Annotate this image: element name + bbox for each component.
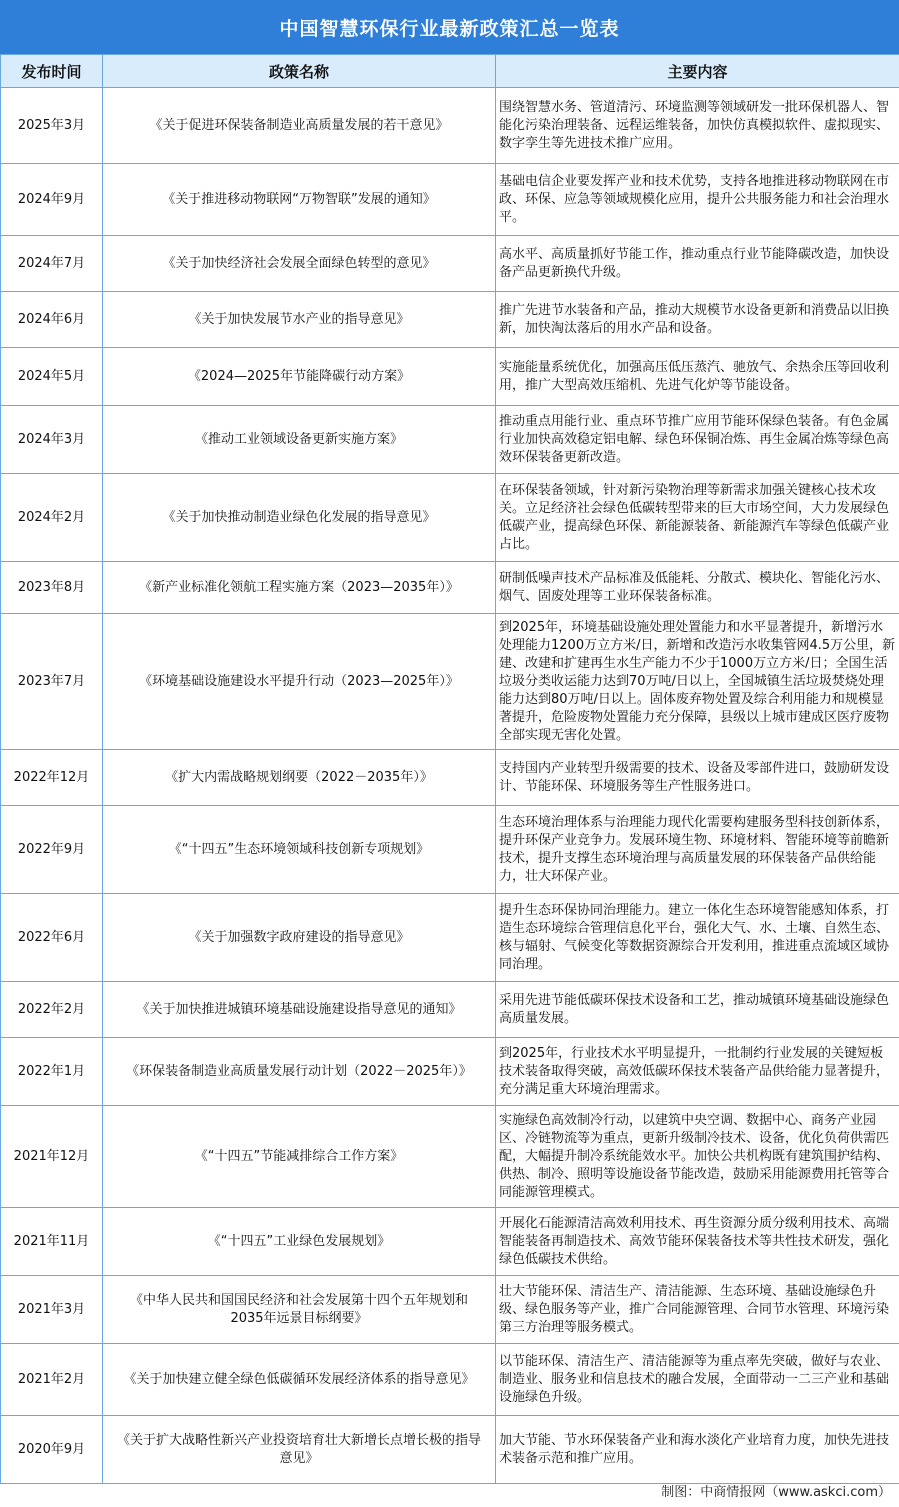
cell-policy-name: 《关于加强数字政府建设的指导意见》 bbox=[103, 894, 496, 982]
cell-policy-name: 《关于扩大战略性新兴产业投资培育壮大新增长点增长极的指导意见》 bbox=[103, 1416, 496, 1484]
cell-date: 2022年2月 bbox=[1, 982, 103, 1038]
cell-date: 2025年3月 bbox=[1, 88, 103, 164]
table-title bbox=[0, 0, 899, 54]
cell-content: 研制低噪声技术产品标准及低能耗、分散式、模块化、智能化污水、烟气、固废处理等工业环保装备标准。 bbox=[496, 562, 899, 614]
table-row bbox=[1, 164, 899, 236]
cell-content: 在环保装备领域，针对新污染物治理等新需求加强关键核心技术攻关。立足经济社会绿色低碳转型带来的巨大市场空间，大力发展绿色低碳产业，提高绿色环保、新能源装备、新能源汽车等绿色低碳产业占比。 bbox=[496, 474, 899, 562]
cell-policy-name: 《关于促进环保装备制造业高质量发展的若干意见》 bbox=[103, 88, 496, 164]
cell-date: 2024年5月 bbox=[1, 348, 103, 406]
cell-content: 采用先进节能低碳环保技术设备和工艺，推动城镇环境基础设施绿色高质量发展。 bbox=[496, 982, 899, 1038]
cell-policy-name: 《“十四五”工业绿色发展规划》 bbox=[103, 1208, 496, 1276]
cell-policy-name: 《推动工业领域设备更新实施方案》 bbox=[103, 406, 496, 474]
table-row bbox=[1, 614, 899, 750]
cell-content: 提升生态环保协同治理能力。建立一体化生态环境智能感知体系，打造生态环境综合管理信息化平台，强化大气、水、土壤、自然生态、核与辐射、气候变化等数据资源综合开发利用，推进重点流域区域协同治理。 bbox=[496, 894, 899, 982]
cell-policy-name: 《新产业标准化领航工程实施方案（2023—2035年）》 bbox=[103, 562, 496, 614]
cell-date: 2024年9月 bbox=[1, 164, 103, 236]
cell-policy-name: 《扩大内需战略规划纲要（2022－2035年）》 bbox=[103, 750, 496, 806]
cell-content: 基础电信企业要发挥产业和技术优势，支持各地推进移动物联网在市政、环保、应急等领域规模化应用，提升公共服务能力和社会治理水平。 bbox=[496, 164, 899, 236]
table-row bbox=[1, 1208, 899, 1276]
table-row bbox=[1, 236, 899, 292]
table-row bbox=[1, 562, 899, 614]
cell-policy-name: 《关于加快推动制造业绿色化发展的指导意见》 bbox=[103, 474, 496, 562]
cell-content: 高水平、高质量抓好节能工作，推动重点行业节能降碳改造，加快设备产品更新换代升级。 bbox=[496, 236, 899, 292]
cell-content: 以节能环保、清洁生产、清洁能源等为重点率先突破，做好与农业、制造业、服务业和信息技术的融合发展，全面带动一二三产业和基础设施绿色升级。 bbox=[496, 1344, 899, 1416]
cell-policy-name: 《“十四五”生态环境领域科技创新专项规划》 bbox=[103, 806, 496, 894]
table-row bbox=[1, 88, 899, 164]
cell-date: 2021年11月 bbox=[1, 1208, 103, 1276]
cell-date: 2023年7月 bbox=[1, 614, 103, 750]
header-name: 政策名称 bbox=[103, 55, 496, 88]
cell-content: 实施绿色高效制冷行动，以建筑中央空调、数据中心、商务产业园区、冷链物流等为重点，更新升级制冷技术、设备，优化负荷供需匹配，大幅提升制冷系统能效水平。加快公共机构既有建筑围护结构、供热、制冷、照明等设施设备节能改造，鼓励采用能源费用托管等合同能源管理模式。 bbox=[496, 1106, 899, 1208]
cell-policy-name: 《关于加快经济社会发展全面绿色转型的意见》 bbox=[103, 236, 496, 292]
cell-content: 实施能量系统优化，加强高压低压蒸汽、驰放气、余热余压等回收利用，推广大型高效压缩机、先进气化炉等节能设备。 bbox=[496, 348, 899, 406]
cell-content: 推动重点用能行业、重点环节推广应用节能环保绿色装备。有色金属行业加快高效稳定铝电解、绿色环保铜冶炼、再生金属冶炼等绿色高效环保装备更新改造。 bbox=[496, 406, 899, 474]
cell-policy-name: 《关于加快发展节水产业的指导意见》 bbox=[103, 292, 496, 348]
cell-content: 加大节能、节水环保装备产业和海水淡化产业培育力度，加快先进技术装备示范和推广应用。 bbox=[496, 1416, 899, 1484]
cell-date: 2021年12月 bbox=[1, 1106, 103, 1208]
table-row bbox=[1, 1276, 899, 1344]
cell-date: 2020年9月 bbox=[1, 1416, 103, 1484]
header-date: 发布时间 bbox=[1, 55, 103, 88]
cell-date: 2021年3月 bbox=[1, 1276, 103, 1344]
cell-content: 生态环境治理体系与治理能力现代化需要构建服务型科技创新体系，提升环保产业竞争力。发展环境生物、环境材料、智能环境等前瞻新技术，提升支撑生态环境治理与高质量发展的环保装备产品供给能力，壮大环保产业。 bbox=[496, 806, 899, 894]
cell-content: 围绕智慧水务、管道清污、环境监测等领域研发一批环保机器人、智能化污染治理装备、远程运维装备，加快仿真模拟软件、虚拟现实、数字孪生等先进技术推广应用。 bbox=[496, 88, 899, 164]
table-row bbox=[1, 1344, 899, 1416]
policy-table bbox=[0, 54, 899, 1484]
cell-policy-name: 《中华人民共和国国民经济和社会发展第十四个五年规划和2035年远景目标纲要》 bbox=[103, 1276, 496, 1344]
source-credit-text: 制图：中商情报网（www.askci.com） bbox=[661, 1485, 891, 1500]
cell-policy-name: 《关于加快推进城镇环境基础设施建设指导意见的通知》 bbox=[103, 982, 496, 1038]
header-content: 主要内容 bbox=[496, 55, 899, 88]
cell-date: 2021年2月 bbox=[1, 1344, 103, 1416]
cell-policy-name: 《关于加快建立健全绿色低碳循环发展经济体系的指导意见》 bbox=[103, 1344, 496, 1416]
table-row bbox=[1, 894, 899, 982]
table-row bbox=[1, 1106, 899, 1208]
cell-content: 开展化石能源清洁高效利用技术、再生资源分质分级利用技术、高端智能装备再制造技术、高效节能环保装备技术等共性技术研发，强化绿色低碳技术供给。 bbox=[496, 1208, 899, 1276]
source-credit bbox=[0, 1474, 899, 1507]
table-row bbox=[1, 982, 899, 1038]
cell-content: 到2025年，环境基础设施处理处置能力和水平显著提升，新增污水处理能力1200万立方米/日，新增和改造污水收集管网4.5万公里，新建、改建和扩建再生水生产能力不少于1000万立方米/日；全国生活垃圾分类收运能力达到70万吨/日以上，全国城镇生活垃圾焚烧处理能力达到80万吨/日以上。固体废弃物处置及综合利用能力和规模显著提升，危险废物处置能力充分保障，县级以上城市建成区医疗废物全部实现无害化处置。 bbox=[496, 614, 899, 750]
cell-date: 2023年8月 bbox=[1, 562, 103, 614]
cell-policy-name: 《环保装备制造业高质量发展行动计划（2022－2025年）》 bbox=[103, 1038, 496, 1106]
table-row bbox=[1, 292, 899, 348]
table-row bbox=[1, 1038, 899, 1106]
cell-date: 2022年9月 bbox=[1, 806, 103, 894]
cell-policy-name: 《2024—2025年节能降碳行动方案》 bbox=[103, 348, 496, 406]
cell-date: 2022年12月 bbox=[1, 750, 103, 806]
cell-policy-name: 《环境基础设施建设水平提升行动（2023—2025年）》 bbox=[103, 614, 496, 750]
cell-content: 推广先进节水装备和产品，推动大规模节水设备更新和消费品以旧换新，加快淘汰落后的用水产品和设备。 bbox=[496, 292, 899, 348]
table-row bbox=[1, 474, 899, 562]
cell-date: 2024年2月 bbox=[1, 474, 103, 562]
cell-date: 2024年6月 bbox=[1, 292, 103, 348]
cell-date: 2024年3月 bbox=[1, 406, 103, 474]
cell-policy-name: 《“十四五”节能减排综合工作方案》 bbox=[103, 1106, 496, 1208]
table-row bbox=[1, 806, 899, 894]
cell-policy-name: 《关于推进移动物联网“万物智联”发展的通知》 bbox=[103, 164, 496, 236]
table-title-text: 中国智慧环保行业最新政策汇总一览表 bbox=[279, 17, 620, 40]
header-row bbox=[1, 55, 899, 88]
table-row bbox=[1, 348, 899, 406]
table-body bbox=[1, 88, 899, 1484]
table-row bbox=[1, 750, 899, 806]
cell-content: 到2025年，行业技术水平明显提升，一批制约行业发展的关键短板技术装备取得突破，高效低碳环保技术装备产品供给能力显著提升，充分满足重大环境治理需求。 bbox=[496, 1038, 899, 1106]
cell-date: 2022年6月 bbox=[1, 894, 103, 982]
cell-date: 2024年7月 bbox=[1, 236, 103, 292]
cell-date: 2022年1月 bbox=[1, 1038, 103, 1106]
cell-content: 支持国内产业转型升级需要的技术、设备及零部件进口，鼓励研发设计、节能环保、环境服务等生产性服务进口。 bbox=[496, 750, 899, 806]
table-row bbox=[1, 406, 899, 474]
cell-content: 壮大节能环保、清洁生产、清洁能源、生态环境、基础设施绿色升级、绿色服务等产业，推广合同能源管理、合同节水管理、环境污染第三方治理等服务模式。 bbox=[496, 1276, 899, 1344]
